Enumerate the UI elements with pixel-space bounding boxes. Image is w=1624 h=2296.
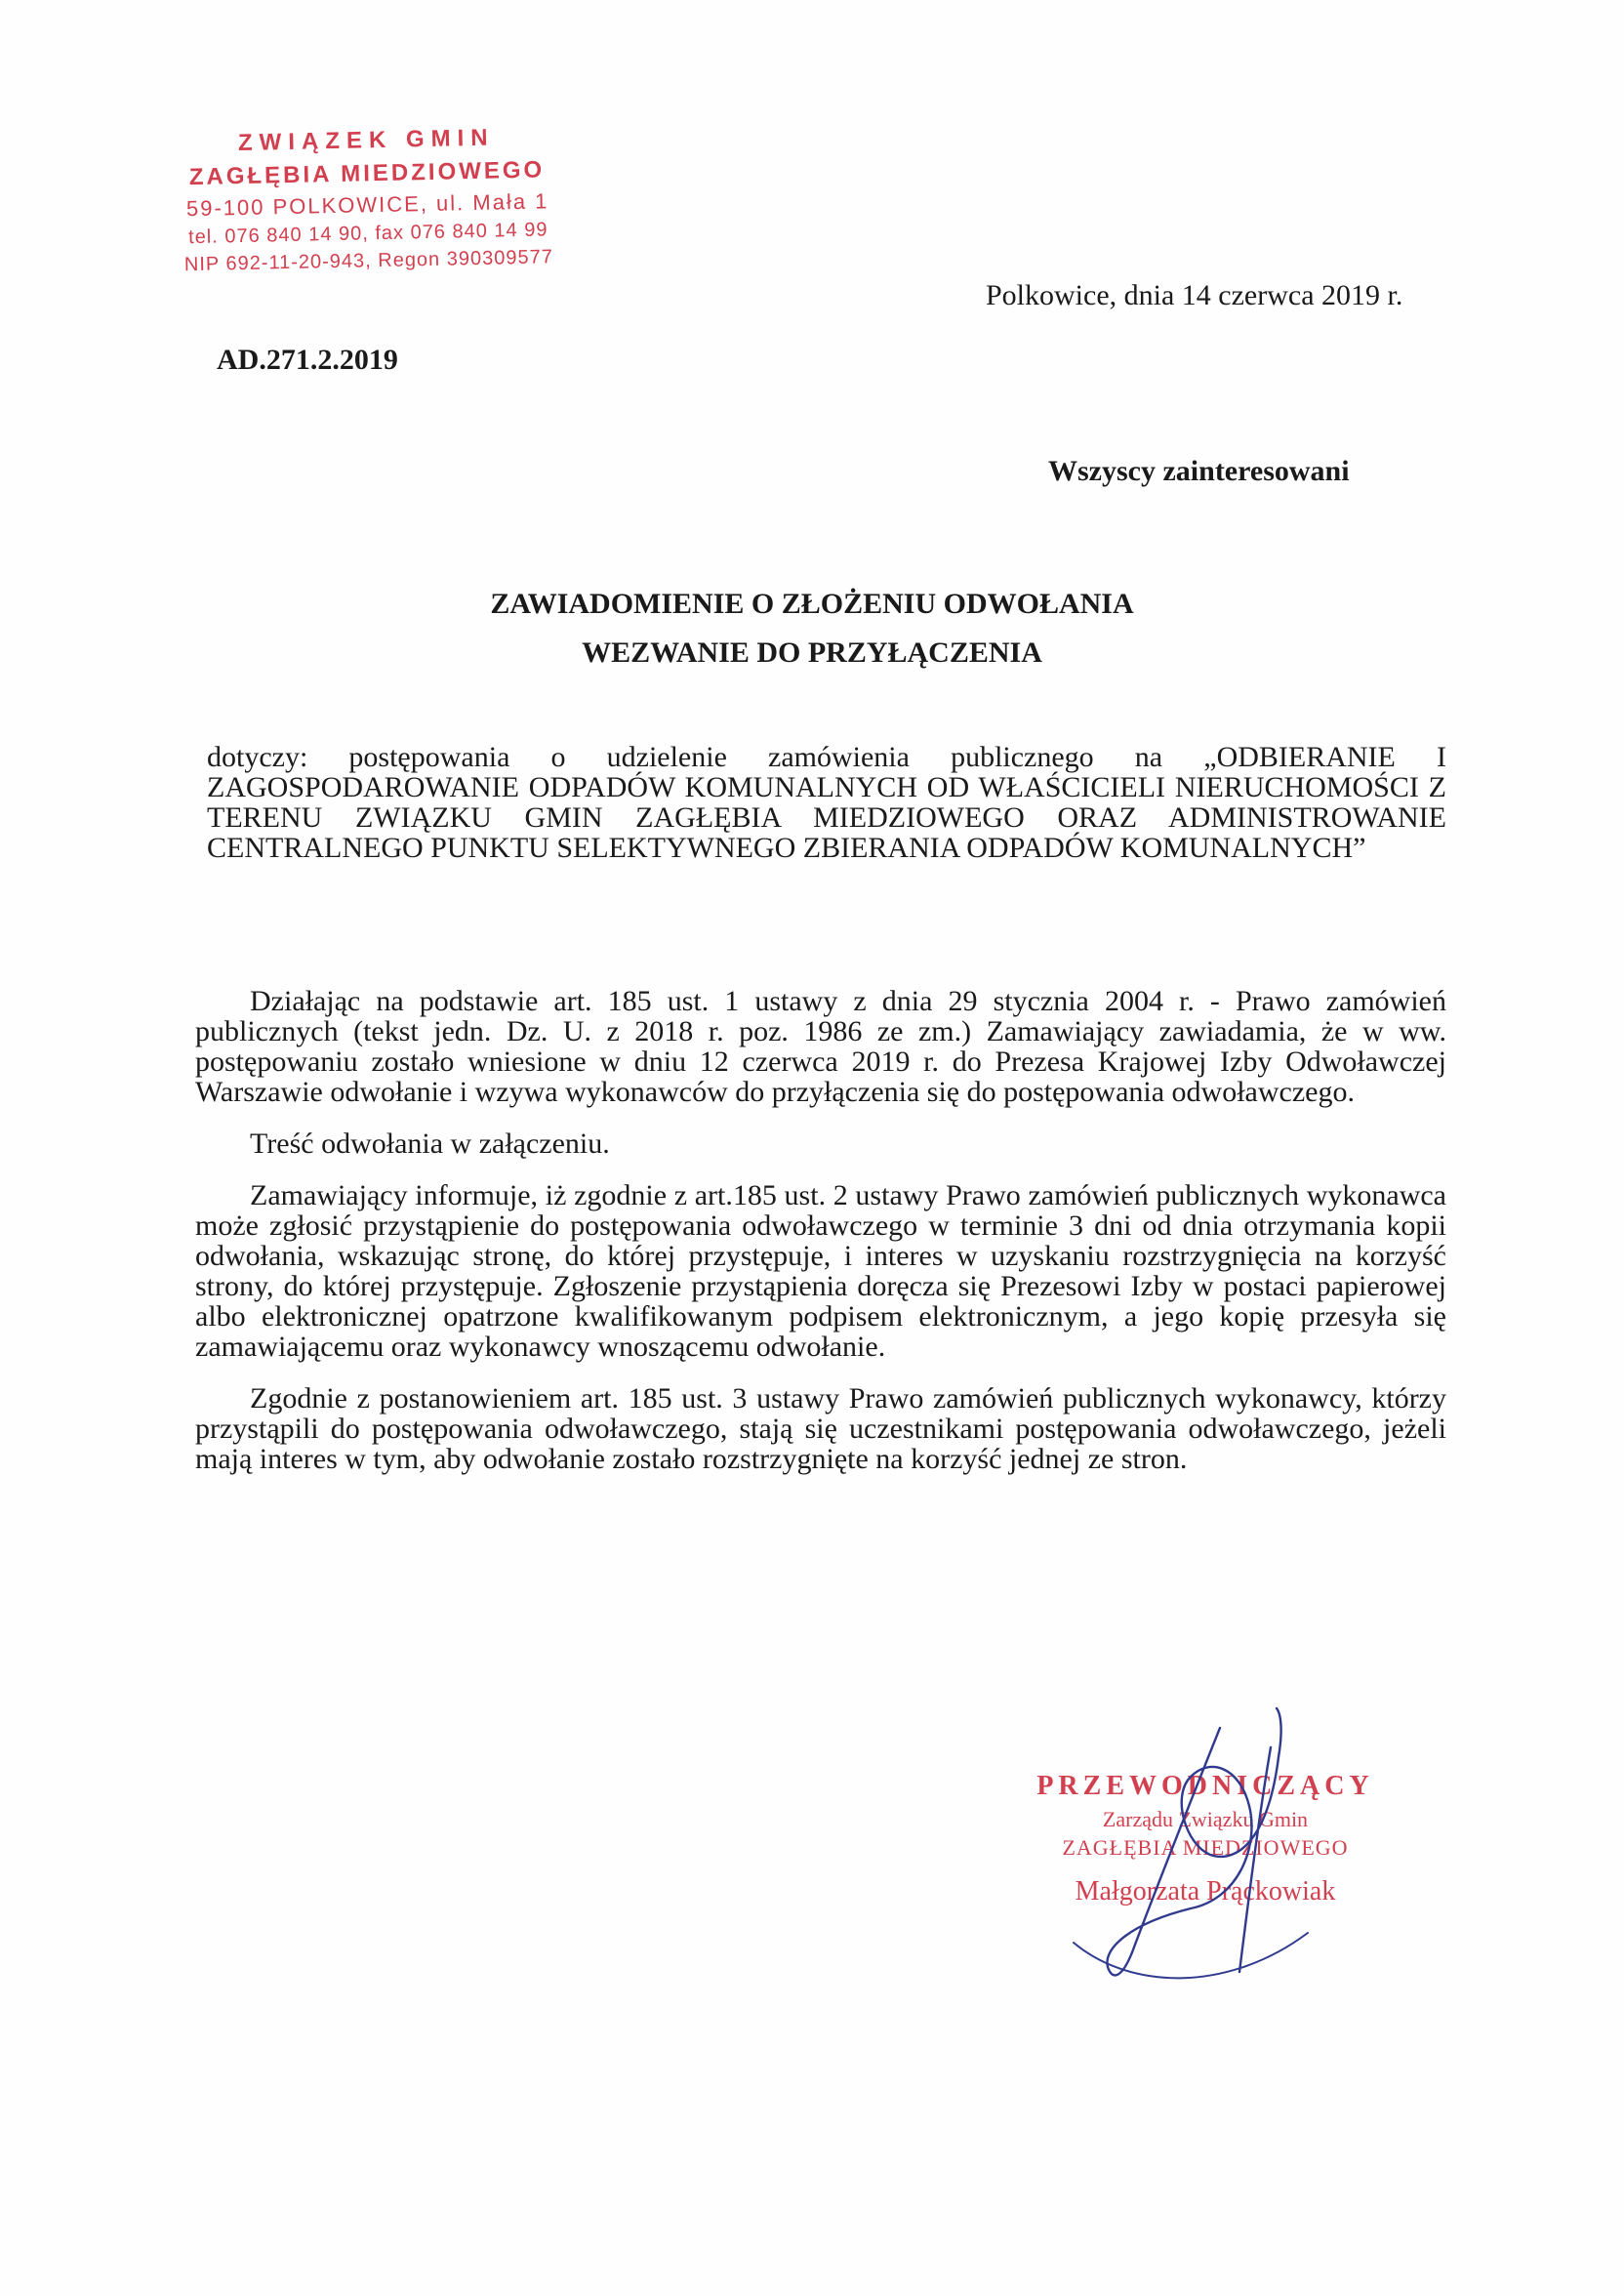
stamp-line-1: ZWIĄZEK GMIN	[237, 124, 495, 157]
letter-body	[195, 986, 1446, 1496]
subject-paragraph: dotyczy: postępowania o udzielenie zamówienia publicznego na „ODBIERANIE I ZAGOSPODAROWANIE ODPADÓW KOMUNALNYCH OD WŁAŚCICIELI NIERUCHOMOŚCI Z TERENU ZWIĄZKU GMIN ZAGŁĘBIA MIEDZIOWEGO ORAZ ADMINISTROWANIE CENTRALNEGO PUNKTU SELEKTYWNEGO ZBIERANIA ODPADÓW KOMUNALNYCH”	[207, 741, 1446, 864]
body-paragraph-3: Zamawiający informuje, iż zgodnie z art.185 ust. 2 ustawy Prawo zamówień publicznych wykonawca może zgłosić przystąpienie do postępowania odwoławczego w terminie 3 dni od dnia otrzymania kopii odwołania, wskazując stronę, do której przystępuje, i interes w uzyskaniu rozstrzygnięcia na korzyść strony, do której przystępuje. Zgłoszenie przystąpienia doręcza się Prezesowi Izby w postaci papierowej albo elektronicznej opatrzone kwalifikowanym podpisem elektronicznym, a jego kopię przesyła się zamawiającemu oraz wykonawcy wnoszącemu odwołanie.	[195, 1179, 1446, 1363]
organization-stamp	[146, 120, 589, 279]
stamp-line-5: NIP 692-11-20-943, Regon 390309577	[183, 246, 554, 276]
document-title	[0, 580, 1624, 677]
letter-date: Polkowice, dnia 14 czerwca 2019 r.	[986, 279, 1403, 311]
title-line-1: ZAWIADOMIENIE O ZŁOŻENIU ODWOŁANIA	[490, 588, 1134, 620]
signatory-name: Małgorzata Prąckowiak	[1075, 1876, 1336, 1906]
body-paragraph-2: Treść odwołania w załączeniu.	[250, 1128, 610, 1160]
reference-number: AD.271.2.2019	[217, 344, 398, 376]
stamp-line-4: tel. 076 840 14 90, fax 076 840 14 99	[187, 219, 548, 249]
stamp-line-2: ZAGŁĘBIA MIEDZIOWEGO	[188, 156, 546, 191]
title-line-2: WEZWANIE DO PRZYŁĄCZENIA	[582, 636, 1042, 669]
stamp-line-3: 59-100 POLKOWICE, ul. Mała 1	[185, 188, 549, 222]
signature-title: PRZEWODNICZĄCY	[1036, 1771, 1374, 1801]
body-paragraph-1: Działając na podstawie art. 185 ust. 1 ustawy z dnia 29 stycznia 2004 r. - Prawo zamówień publicznych (tekst jedn. Dz. U. z 2018 r. poz. 1986 ze zm.) Zamawiający zawiadamia, że w ww. postępowaniu zostało wniesione w dniu 12 czerwca 2019 r. do Prezesa Krajowej Izby Odwoławczej Warszawie odwołanie i wzywa wykonawców do przyłączenia się do postępowania odwoławczego.	[195, 985, 1446, 1108]
handwritten-signature	[1015, 1699, 1347, 1991]
body-paragraph-4: Zgodnie z postanowieniem art. 185 ust. 3 ustawy Prawo zamówień publicznych wykonawcy, którzy przystąpili do postępowania odwoławczego, stają się uczestnikami postępowania odwoławczego, jeżeli mają interes w tym, aby odwołanie zostało rozstrzygnięte na korzyść jednej ze stron.	[195, 1382, 1446, 1475]
addressee: Wszyscy zainteresowani	[1048, 455, 1350, 487]
signature-line-3: ZAGŁĘBIA MIEDZIOWEGO	[1062, 1835, 1349, 1860]
signature-line-2: Zarządu Związku Gmin	[1102, 1807, 1309, 1831]
